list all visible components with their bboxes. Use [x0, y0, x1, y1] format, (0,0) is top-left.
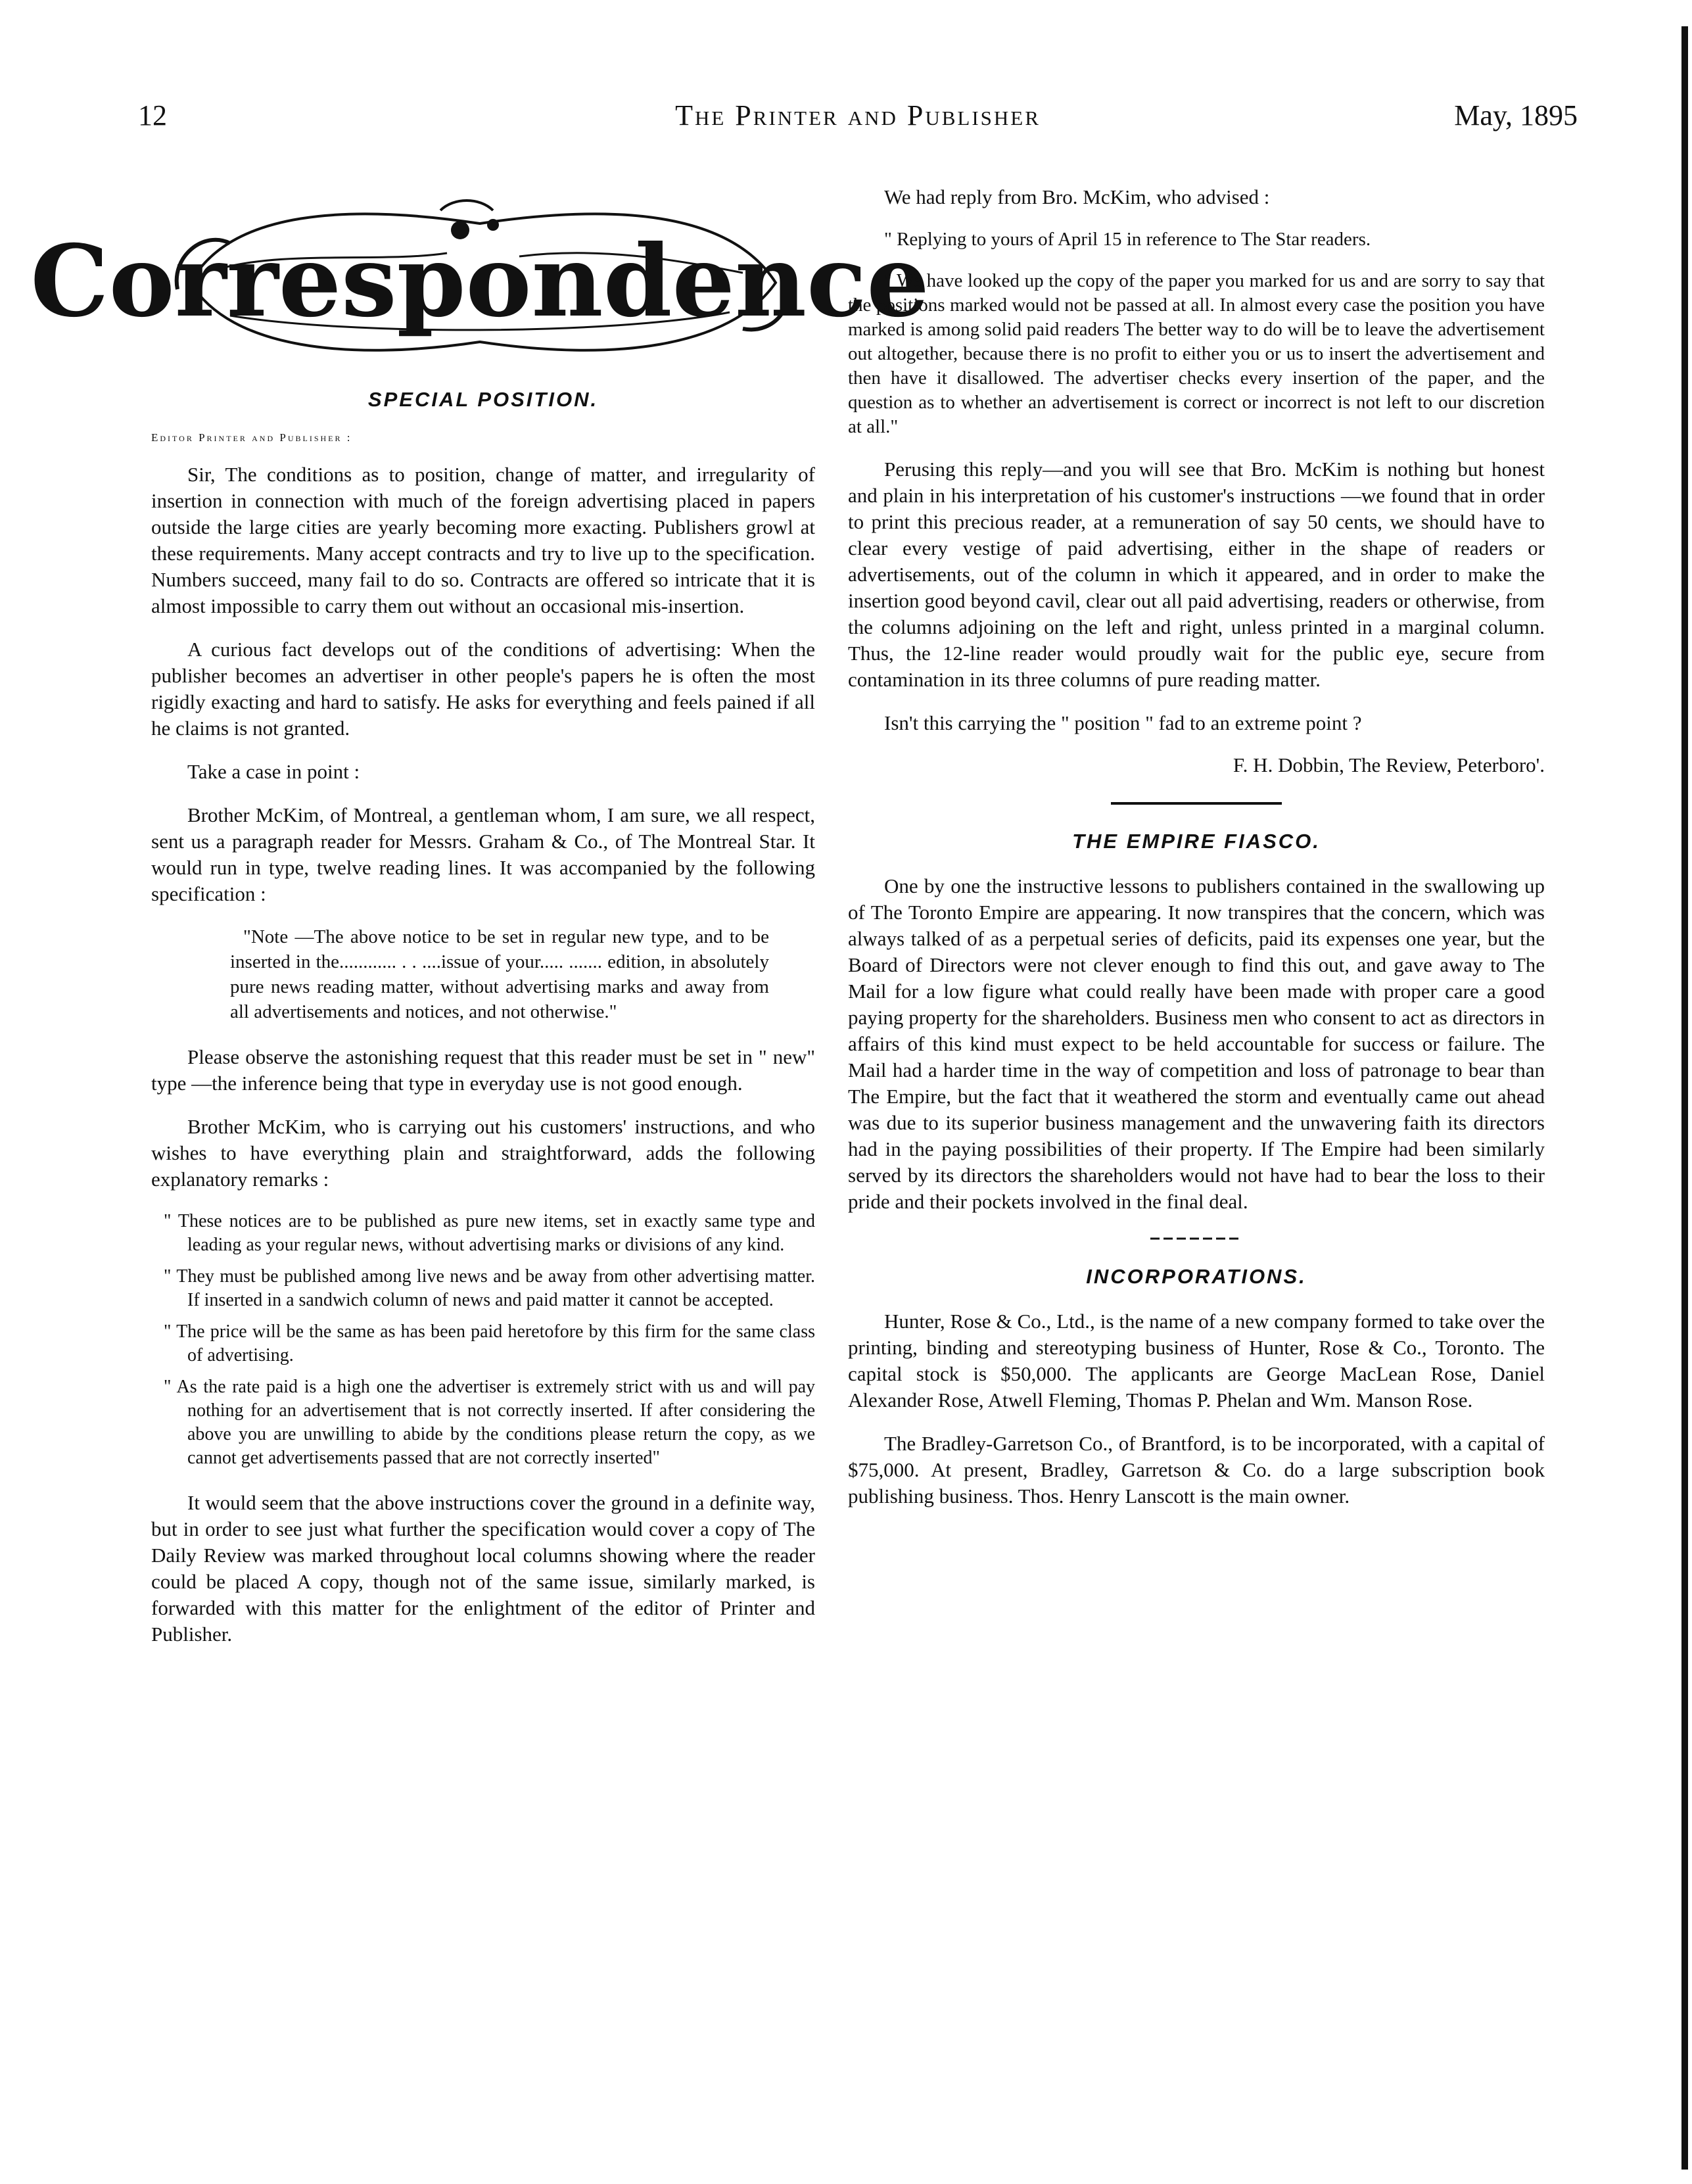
salutation: Editor Printer and Publisher : — [151, 431, 352, 444]
paragraph: Perusing this reply—and you will see that Bro. McKim is nothing but honest and plain in his interpretation of his customer's instructions —we found that in order to print this precious reader, at a remuneration of say 50 cents, we should have to clear every vestige of paid advertising, either in the shape of readers or advertisements, out of the column in which it appeared, and in order to make the insertion good beyond cavil, clear out all paid advertising, readers or otherwise, from the columns adjoining on the left and right, unless printed in a marginal column. Thus, the 12-line reader would proudly wait for the public eye, secure from contamination in its three columns of pure reading matter. — [848, 458, 1545, 691]
remark-item: " The price will be the same as has been paid heretofore by this firm for the same class of advertising. — [164, 1321, 815, 1365]
right-column — [848, 184, 1545, 1527]
paragraph: It would seem that the above instructions cover the ground in a definite way, but in order to see just what further the specification would cover a copy of The Daily Review was marked throughout local columns showing where the reader could be placed A copy, though not of the same issue, similarly marked, is forwarded with this matter for the enlightment of the editor of Printer and Publisher. — [151, 1491, 815, 1646]
paragraph: The Bradley-Garretson Co., of Brantford, is to be incorporated, with a capital of $75,000. At present, Bradley, Garretson & Co. do a large subscription book publishing business. Thos. Henry Lanscott is the main owner. — [848, 1432, 1545, 1507]
heading-incorporations: INCORPORATIONS. — [1086, 1265, 1307, 1288]
page-edge-shadow — [1672, 0, 1692, 2184]
paragraph: Isn't this carrying the " position " fad to an extreme point ? — [884, 711, 1362, 734]
page-number: 12 — [138, 99, 167, 131]
explanatory-remarks — [151, 1210, 815, 1470]
paragraph: A curious fact develops out of the conditions of advertising: When the publisher becomes an advertiser in other people's papers he is often the most rigidly exacting and hard to satisfy. He asks for everything and feels pained if all he claims is not granted. — [151, 638, 815, 740]
paragraph: Brother McKim, of Montreal, a gentleman whom, I am sure, we all respect, sent us a paragraph reader for Messrs. Graham & Co., of The Montreal Star. It would run in type, twelve reading lines. It was accompanied by the following specification : — [151, 803, 815, 905]
correspondence-masthead — [30, 184, 929, 375]
left-column — [30, 184, 929, 1665]
paragraph: Brother McKim, who is carrying out his customers' instructions, and who wishes to have everything plain and straightforward, adds the following explanatory remarks : — [151, 1115, 815, 1191]
paragraph: One by one the instructive lessons to publishers contained in the swallowing up of The Toronto Empire are appearing. It now transpires that the concern, which was always talked of as a perpetual series of deficits, paid its expenses one year, but the Board of Directors were not clever enough to find this out, and gave away to The Mail for a low figure what could really have been made with proper care a good paying property for the shareholders. Business men who consent to act as directors in affairs of this kind must expect to be held accountable for success or failure. The Mail had a harder time in the way of competition and loss of patronage to bear than The Empire, but the fact that it weathered the storm and eventually came out ahead was due to its superior business management and the unwavering faith its directors had in the paying possibilities of their property. If The Empire had been similarly served by its directors the shareholders would not have had to bear the loss to their pride and their pockets involved in the final deal. — [848, 874, 1545, 1213]
remark-item: " As the rate paid is a high one the advertiser is extremely strict with us and will pay nothing for an advertisement that is not correctly inserted. If after considering the above you are unwilling to abide by the conditions please return the copy, as we cannot get advertisements passed that are not correctly inserted" — [164, 1377, 815, 1468]
page-header — [138, 99, 1578, 151]
signature: F. H. Dobbin, The Review, Peterboro'. — [1233, 753, 1545, 776]
paragraph: We had reply from Bro. McKim, who advised : — [884, 185, 1270, 208]
specification-quote: "Note —The above notice to be set in regular new type, and to be inserted in the............ . . ....issue of your..... ....... edition, in absolutely pure news reading matter, without advertising marks and away from all advertisements and notices, and not otherwise." — [230, 926, 769, 1022]
correspondence-logo-image — [30, 184, 929, 375]
quoted-reply: " We have looked up the copy of the paper you marked for us and are sorry to say that the positions marked would not be passed at all. In almost every case the position you have marked is among solid paid readers The better way to do will be to leave the advertisement out altogether, because there is no profit to either you or us to insert the advertisement and then have it disallowed. The advertiser checks every insertion of the paper, and the question as to whether an advertisement is correct or incorrect is not left to our discretion at all." — [848, 270, 1545, 437]
section-divider — [848, 1232, 1545, 1252]
heading-empire-fiasco: THE EMPIRE FIASCO. — [1072, 830, 1321, 853]
remark-item: " These notices are to be published as pure new items, set in exactly same type and leading as your regular news, without advertising marks or divisions of any kind. — [164, 1211, 815, 1255]
paragraph: Sir, The conditions as to position, change of matter, and irregularity of insertion in connection with much of the foreign advertising placed in papers outside the large cities are yearly becoming more exacting. Publishers growl at these requirements. Many accept contracts and try to live up to the specification. Numbers succeed, many fail to do so. Contracts are offered so intricate that it is almost impossible to carry them out without an occasional mis-insertion. — [151, 463, 815, 617]
remark-item: " They must be published among live news and be away from other advertising matter. If inserted in a sandwich column of news and paid matter it cannot be accepted. — [164, 1266, 815, 1310]
quoted-reply: " Replying to yours of April 15 in reference to The Star readers. — [884, 229, 1371, 250]
journal-title: The Printer and Publisher — [675, 99, 1041, 131]
paragraph: Please observe the astonishing request that this reader must be set in " new" type —the inference being that type in everyday use is not good enough. — [151, 1045, 815, 1095]
paragraph: Take a case in point : — [187, 760, 360, 783]
logo-lettering: Correspondence — [30, 224, 929, 339]
section-divider — [848, 797, 1545, 817]
heading-special-position: SPECIAL POSITION. — [367, 388, 599, 411]
paragraph: Hunter, Rose & Co., Ltd., is the name of a new company formed to take over the printing, binding and stereotyping business of Hunter, Rose & Co., Toronto. The capital stock is $50,000. The applicants are George MacLean Rose, Daniel Alexander Rose, Atwell Fleming, Thomas P. Phelan and Wm. Manson Rose. — [848, 1310, 1545, 1412]
issue-date: May, 1895 — [1454, 99, 1578, 131]
